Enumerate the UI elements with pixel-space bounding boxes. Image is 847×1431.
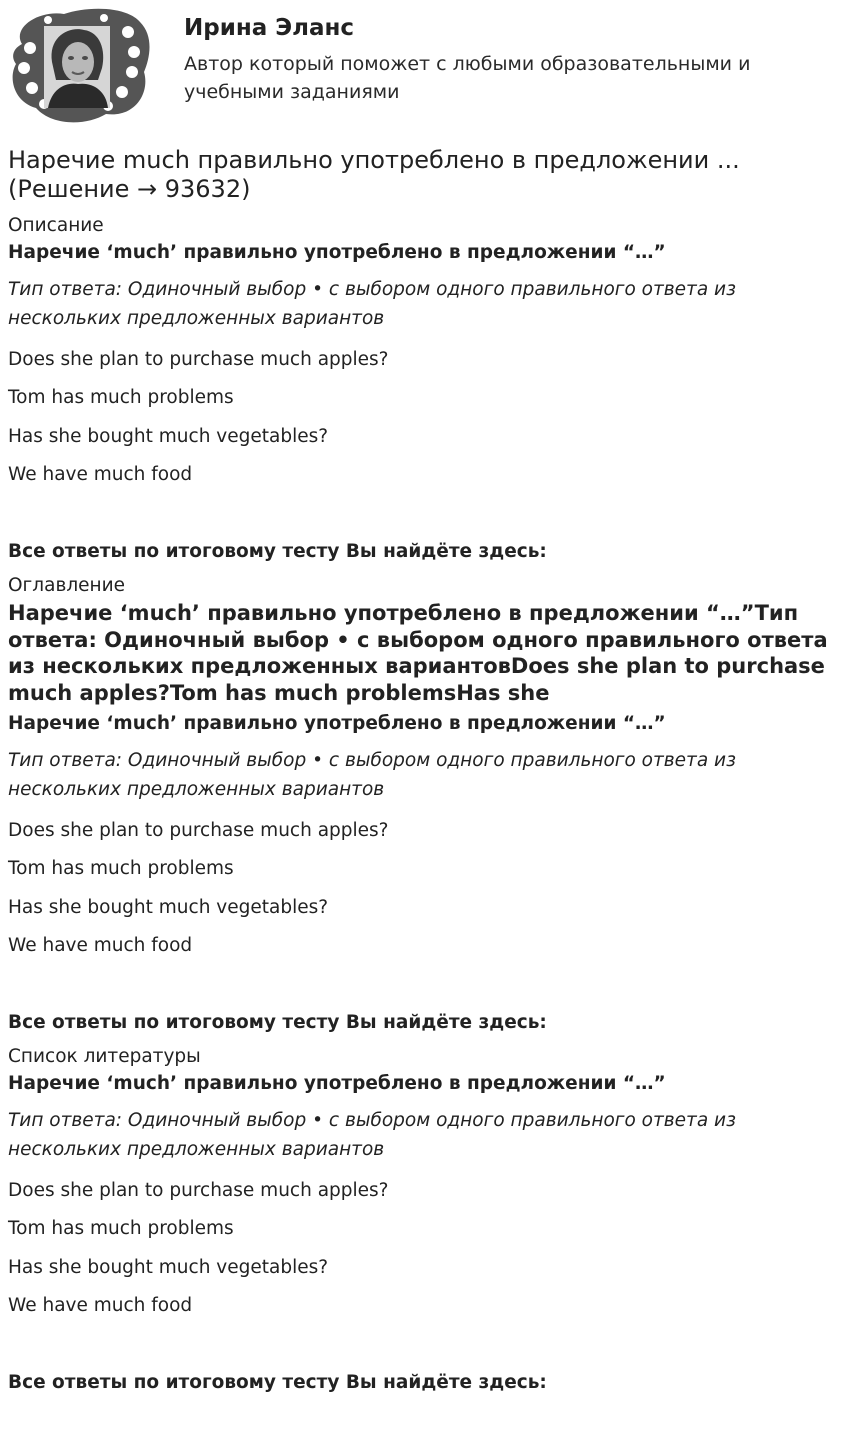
- answer-option: Tom has much problems: [8, 858, 234, 879]
- author-block: [8, 6, 838, 128]
- question-title: Наречие ‘much’ правильно употреблено в предложении “…”: [8, 713, 666, 734]
- author-description: Автор который поможет с любыми образовательными и учебными заданиями: [184, 53, 751, 103]
- answer-type: Тип ответа: Одиночный выбор • с выбором одного правильного ответа из нескольких предложенных вариантов: [8, 750, 736, 800]
- answer-option: We have much food: [8, 464, 193, 485]
- answer-option: Tom has much problems: [8, 387, 234, 408]
- page-title: Наречие much правильно употреблено в предложении ... (Решение → 93632): [8, 146, 740, 203]
- answer-option: We have much food: [8, 935, 193, 956]
- answer-option: Does she plan to purchase much apples?: [8, 819, 389, 841]
- answer-type: Тип ответа: Одиночный выбор • с выбором одного правильного ответа из нескольких предложенных вариантов: [8, 279, 736, 329]
- author-name[interactable]: Ирина Эланс: [184, 15, 355, 41]
- all-answers-text: Все ответы по итоговому тесту Вы найдёте здесь:: [8, 1012, 547, 1033]
- main-content: [8, 146, 840, 1395]
- all-answers-text: Все ответы по итоговому тесту Вы найдёте здесь:: [8, 541, 547, 562]
- answer-option: Tom has much problems: [8, 1218, 234, 1239]
- section-label-bibliography: Список литературы: [8, 1046, 201, 1067]
- answer-option: Has she bought much vegetables?: [8, 896, 329, 918]
- contents-heading: Наречие ‘much’ правильно употреблено в предложении “…”Тип ответа: Одиночный выбор • с выбором одного правильного ответа из нескольких предложенных вариантовDoes she plan to purchase much apples?Tom has much problemsHas she: [8, 601, 828, 705]
- question-title: Наречие ‘much’ правильно употреблено в предложении “…”: [8, 1073, 666, 1094]
- answer-option: Has she bought much vegetables?: [8, 425, 329, 447]
- answer-option: Does she plan to purchase much apples?: [8, 1179, 389, 1201]
- answer-option: We have much food: [8, 1295, 193, 1316]
- all-answers-text: Все ответы по итоговому тесту Вы найдёте здесь:: [8, 1372, 547, 1393]
- section-label-contents: Оглавление: [8, 575, 126, 596]
- section-label-description: Описание: [8, 215, 104, 236]
- answer-option: Has she bought much vegetables?: [8, 1256, 329, 1278]
- question-title: Наречие ‘much’ правильно употреблено в предложении “…”: [8, 242, 666, 263]
- answer-type: Тип ответа: Одиночный выбор • с выбором одного правильного ответа из нескольких предложенных вариантов: [8, 1110, 736, 1160]
- author-avatar: [8, 6, 152, 126]
- answer-option: Does she plan to purchase much apples?: [8, 348, 389, 370]
